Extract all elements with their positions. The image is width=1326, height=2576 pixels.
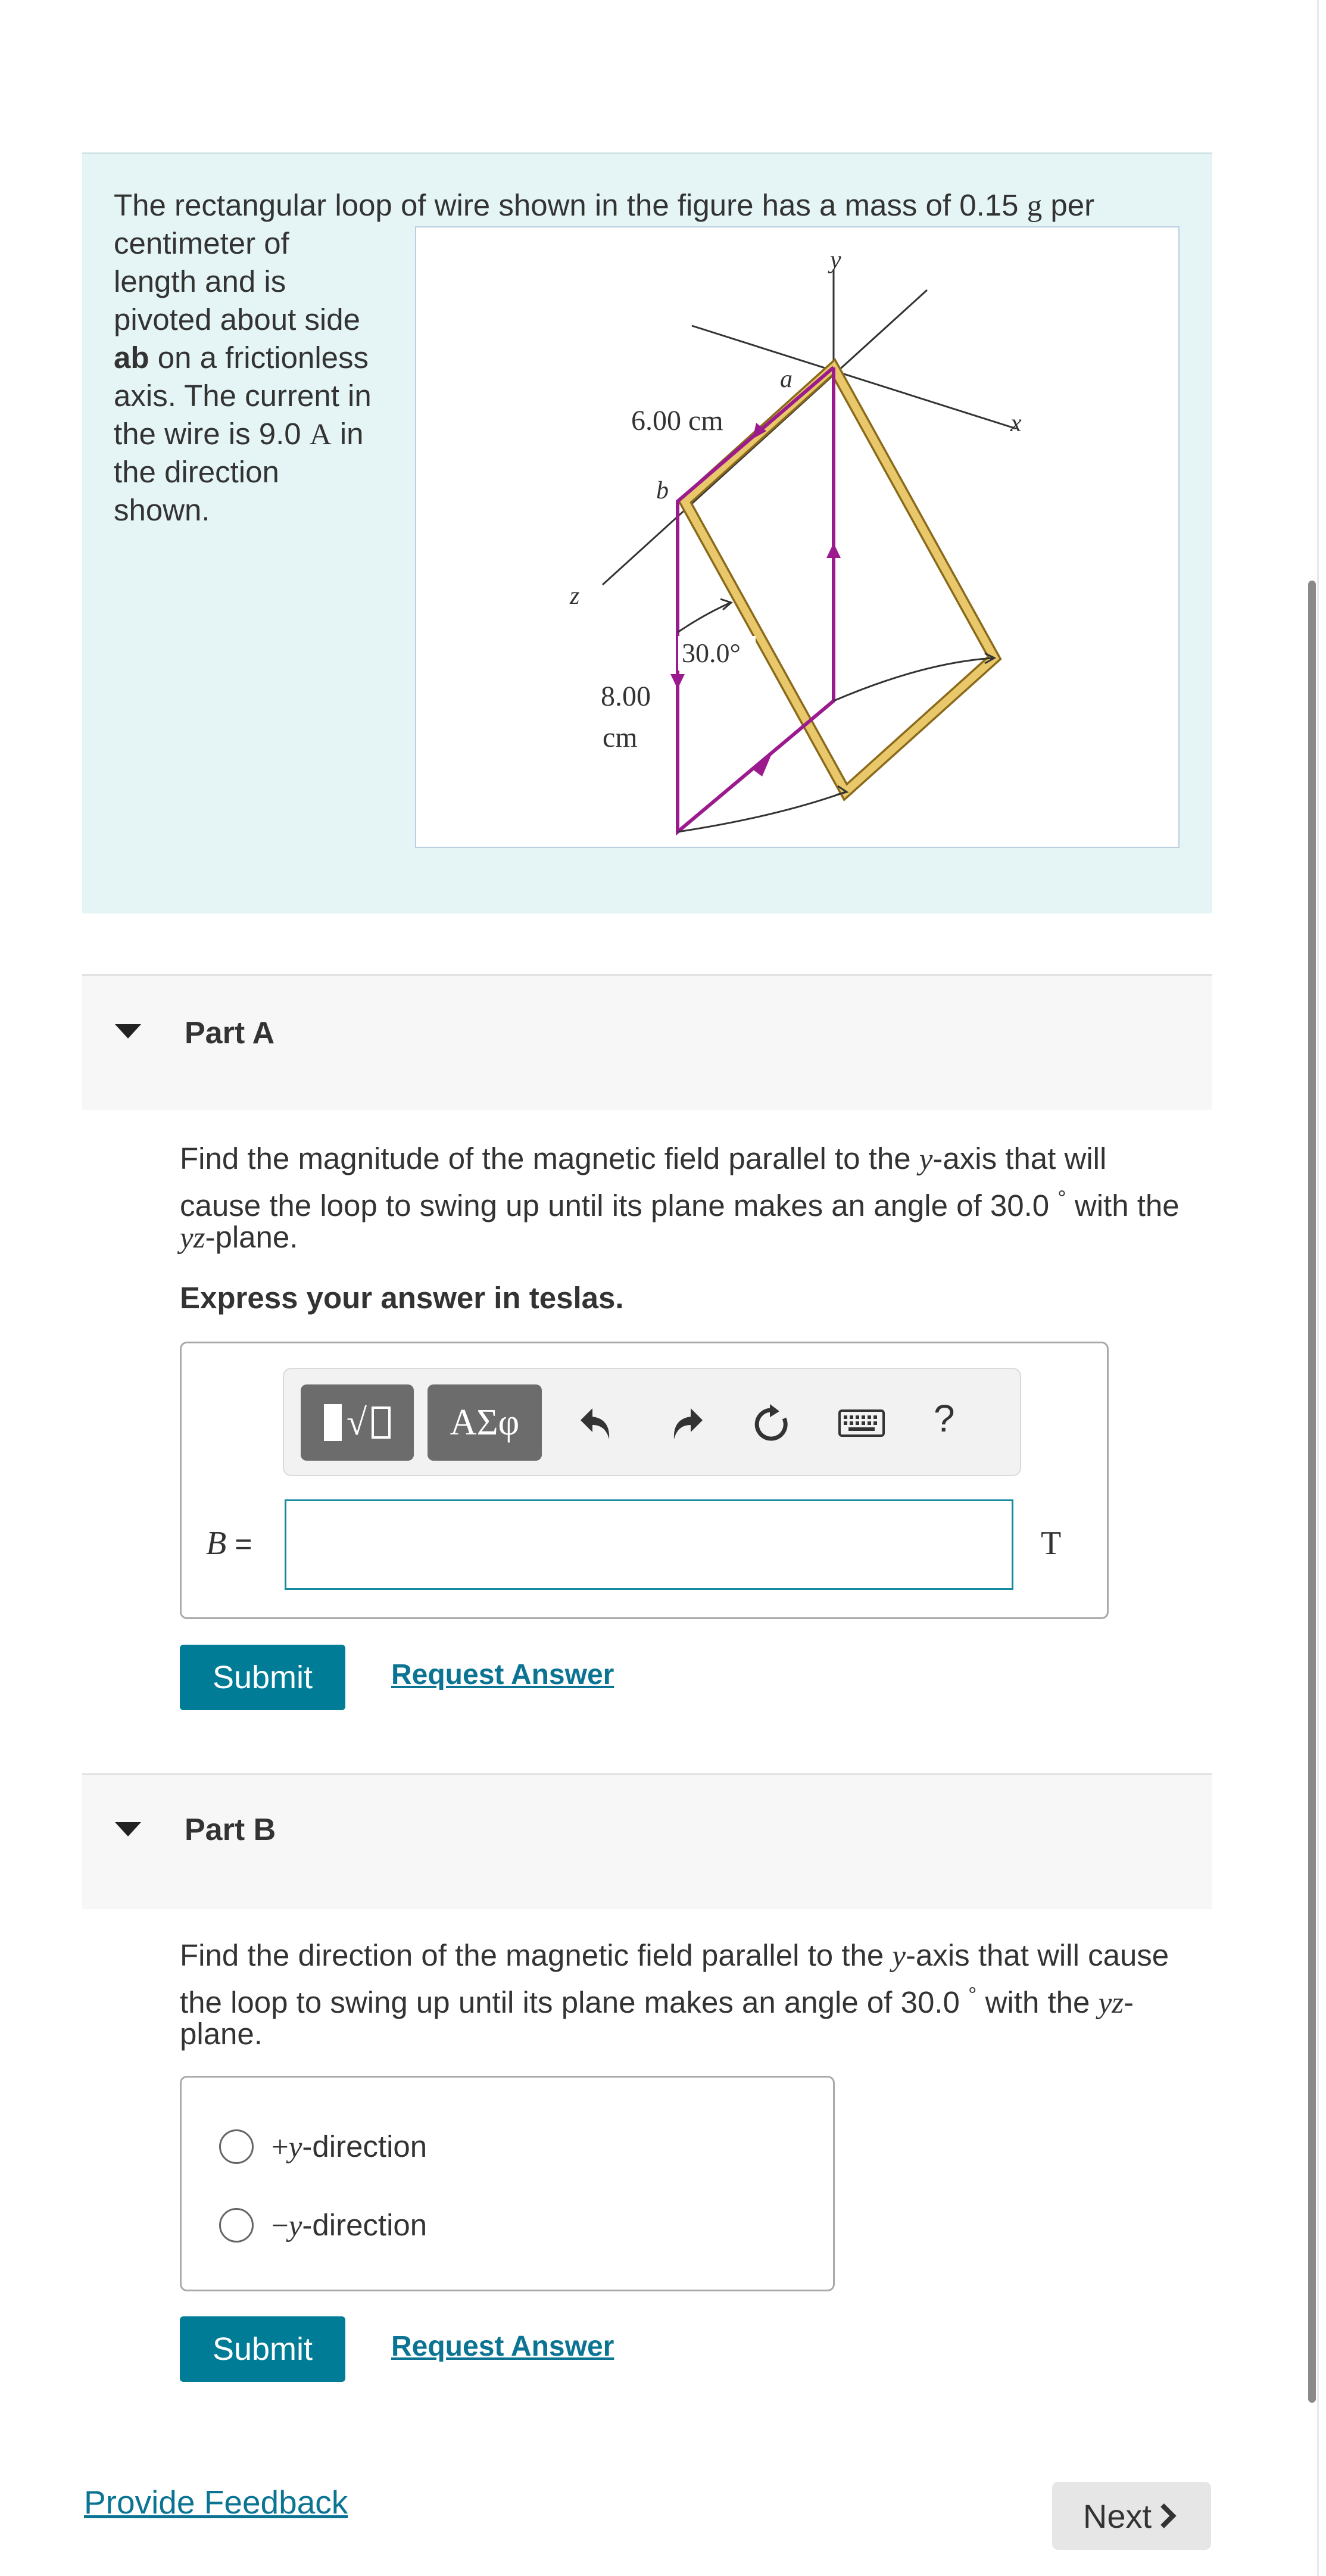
option-positive-y-label[interactable] [272, 2129, 427, 2165]
part-b-question-line3: plane. [180, 2017, 263, 2051]
current-value-text: the wire is 9.0 [114, 417, 310, 451]
part-a-question-line1 [180, 1139, 1106, 1180]
angle-arc [678, 603, 731, 632]
var-yz: yz [1098, 1986, 1124, 2020]
current-arrow-down [670, 674, 685, 689]
part-b-question-text-4: with the [976, 1985, 1099, 2019]
problem-text-last-1: the direction [114, 455, 279, 489]
problem-text-wrap-1: centimeter of [114, 226, 289, 260]
mass-unit: g [1027, 189, 1043, 223]
part-b-question-line2 [180, 1975, 1134, 2023]
part-a-question-line2 [180, 1178, 1180, 1225]
option-negative-y-label[interactable] [272, 2207, 427, 2243]
chevron-right-icon [1156, 2502, 1180, 2530]
part-a-question-text-5: -plane. [205, 1220, 298, 1254]
problem-text-wrap-3: pivoted about side [114, 302, 360, 336]
part-b-question-text-2: -axis that will cause [906, 1938, 1169, 1972]
templates-button[interactable] [301, 1384, 414, 1461]
var-y: y [288, 2209, 302, 2243]
degree-symbol: ° [968, 1982, 977, 2007]
direction-suffix: -direction [302, 2208, 428, 2242]
problem-text-current-1: axis. The current in [114, 379, 372, 413]
provide-feedback-link[interactable]: Provide Feedback [84, 2484, 348, 2521]
part-b-question-text: Find the direction of the magnetic field parallel to the [180, 1938, 893, 1972]
rotated-loop [685, 367, 994, 792]
label-x: x [1010, 410, 1022, 437]
label-y: y [830, 247, 841, 274]
unit-label: T [1041, 1525, 1062, 1562]
label-z: z [570, 582, 580, 610]
template-icon: √ [324, 1402, 391, 1444]
part-a-title[interactable]: Part A [185, 1016, 275, 1050]
problem-mass-text: The rectangular loop of wire shown in the figure has a mass of 0.15 [114, 188, 1019, 222]
part-b-submit-button[interactable]: Submit [180, 2316, 345, 2382]
side-ab-label: ab [114, 341, 149, 375]
part-b-request-answer-link[interactable]: Request Answer [391, 2331, 614, 2362]
var-y: y [288, 2131, 302, 2164]
problem-text-wrap-2: length and is [114, 264, 286, 298]
problem-text-ab-line [114, 339, 369, 377]
part-a-question-text: Find the magnitude of the magnetic field parallel to the [180, 1142, 919, 1175]
current-arrow-up [826, 543, 841, 558]
degree-symbol: ° [1057, 1186, 1066, 1210]
problem-text-line1 [114, 186, 1094, 225]
part-b-title[interactable]: Part B [185, 1813, 276, 1847]
loop-figure [415, 226, 1180, 848]
problem-text-last-2: shown. [114, 493, 210, 527]
next-label: Next [1082, 2497, 1152, 2535]
direction-suffix: -direction [302, 2129, 428, 2163]
loop-diagram-svg [416, 227, 1178, 847]
greek-symbols-button[interactable]: ΑΣφ [428, 1384, 542, 1461]
part-b-question-line1 [180, 1935, 1169, 1976]
redo-icon[interactable] [664, 1399, 712, 1447]
label-b: b [656, 477, 669, 504]
option-positive-y[interactable] [219, 2128, 427, 2166]
problem-text-in: in [331, 417, 364, 451]
dimension-side-label-1: 8.00 [601, 681, 651, 712]
part-a-question-line3 [180, 1217, 298, 1258]
label-a: a [780, 366, 793, 393]
var-y: y [919, 1143, 933, 1176]
reset-icon[interactable] [747, 1401, 795, 1448]
answer-instruction: Express your answer in teslas. [180, 1281, 624, 1315]
radio-negative-y[interactable] [219, 2208, 254, 2243]
collapse-caret-icon[interactable] [115, 1822, 141, 1836]
part-a-request-answer-link[interactable]: Request Answer [391, 1659, 614, 1691]
problem-text-axis: on a frictionless [149, 341, 369, 375]
sign-plus: + [272, 2131, 289, 2164]
part-a-submit-button[interactable]: Submit [180, 1645, 345, 1710]
current-unit: A [309, 418, 332, 451]
variable-b: B [206, 1525, 227, 1562]
answer-label [206, 1524, 252, 1563]
radio-positive-y[interactable] [219, 2129, 254, 2164]
part-a-question-text-2: -axis that will [932, 1142, 1107, 1175]
part-a-question-text-3: cause the loop to swing up until its plane makes an angle of 30.0 [180, 1189, 1050, 1222]
problem-text-current-2 [114, 415, 364, 454]
scrollbar-thumb[interactable] [1308, 581, 1316, 2403]
direction-choices-box [180, 2076, 835, 2291]
help-button[interactable]: ? [934, 1397, 955, 1440]
keyboard-icon[interactable] [837, 1405, 887, 1441]
hyphen: - [1124, 1985, 1134, 2019]
var-y: y [892, 1939, 906, 1973]
equals-sign: = [235, 1527, 252, 1561]
next-button[interactable] [1052, 2482, 1211, 2550]
undo-icon[interactable] [572, 1399, 619, 1447]
part-b-question-text-3: the loop to swing up until its plane makes an angle of 30.0 [180, 1985, 960, 2019]
answer-input[interactable] [285, 1499, 1013, 1590]
collapse-caret-icon[interactable] [115, 1024, 141, 1038]
problem-text-per: per [1050, 188, 1095, 222]
sign-minus: − [272, 2209, 289, 2243]
var-yz: yz [180, 1221, 205, 1255]
part-a-question-text-4: with the [1066, 1189, 1180, 1222]
option-negative-y[interactable] [219, 2206, 427, 2244]
dimension-side-label-2: cm [603, 722, 638, 753]
angle-label: 30.0° [682, 638, 741, 668]
dimension-top-label: 6.00 cm [631, 405, 723, 436]
scrollbar-rail [1317, 0, 1319, 2576]
